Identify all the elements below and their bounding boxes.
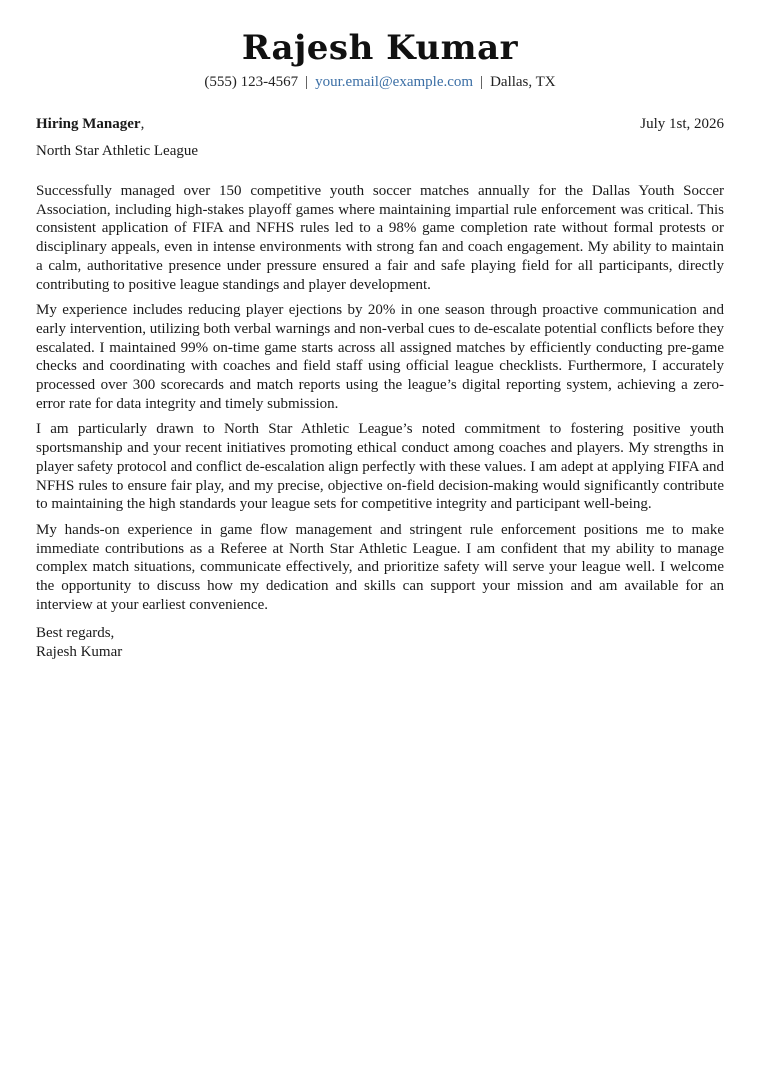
email-link[interactable]: your.email@example.com	[315, 74, 474, 90]
location: Dallas, TX	[490, 74, 556, 90]
cover-letter	[36, 0, 724, 662]
phone-number: (555) 123-4567	[204, 74, 299, 90]
recipient: Hiring Manager	[36, 116, 141, 132]
separator: |	[480, 74, 484, 90]
closing-block	[36, 624, 724, 661]
salutation-row	[36, 115, 724, 133]
organization: North Star Athletic League	[36, 143, 199, 159]
body-paragraph: Successfully managed over 150 competitive youth soccer matches annually for the Dallas Youth Soccer Association, including high-stakes playoff games where maintaining impartial rule enforcement was critical. This consistent application of FIFA and NFHS rules led to a 98% game completion rate without formal protests or disciplinary appeals, even in intense environments with strong fan and coach engagement. My ability to maintain a calm, authoritative presence under pressure ensured a fair and safe playing field for all participants, directly contributing to positive league standings and player development.	[36, 183, 724, 293]
body-paragraph: My hands-on experience in game flow management and stringent rule enforcement positions me to make immediate contributions as a Referee at North Star Athletic League. I am confident that my ability to manage complex match situations, communicate effectively, and prioritize safety will serve your league well. I welcome the opportunity to discuss how my dedication and skills can support your mission and am available for an interview at your earliest convenience.	[36, 521, 724, 613]
separator: |	[305, 74, 309, 90]
letter-body	[36, 182, 724, 614]
closing-phrase: Best regards,	[36, 625, 115, 642]
recipient-suffix: ,	[140, 116, 145, 132]
signature-name: Rajesh Kumar	[36, 644, 123, 661]
applicant-name: Rajesh Kumar	[241, 28, 519, 68]
contact-line	[36, 73, 724, 91]
letter-date: July 1st, 2026	[640, 116, 724, 132]
body-paragraph: My experience includes reducing player ejections by 20% in one season through proactive communication and early intervention, utilizing both verbal warnings and non-verbal cues to de-escalate potential conflicts before they escalated. I maintained 99% on-time game starts across all assigned matches by efficiently conducting pre-game checks and coordinating with coaches and field staff using official league checklists. Furthermore, I accurately processed over 300 scorecards and match reports using the league’s digital reporting system, achieving a zero-error rate for data integrity and timely submission.	[36, 302, 724, 412]
body-paragraph: I am particularly drawn to North Star Athletic League’s noted commitment to fostering positive youth sportsmanship and your recent initiatives promoting ethical conduct among coaches and players. My strengths in player safety protocol and conflict de-escalation align perfectly with these values. I am adept at applying FIFA and NFHS rules to ensure fair play, and my precise, objective on-field decision-making would significantly contribute to maintaining the high standards your league sets for competitive integrity and participant well-being.	[36, 421, 724, 513]
salutation	[36, 115, 144, 133]
